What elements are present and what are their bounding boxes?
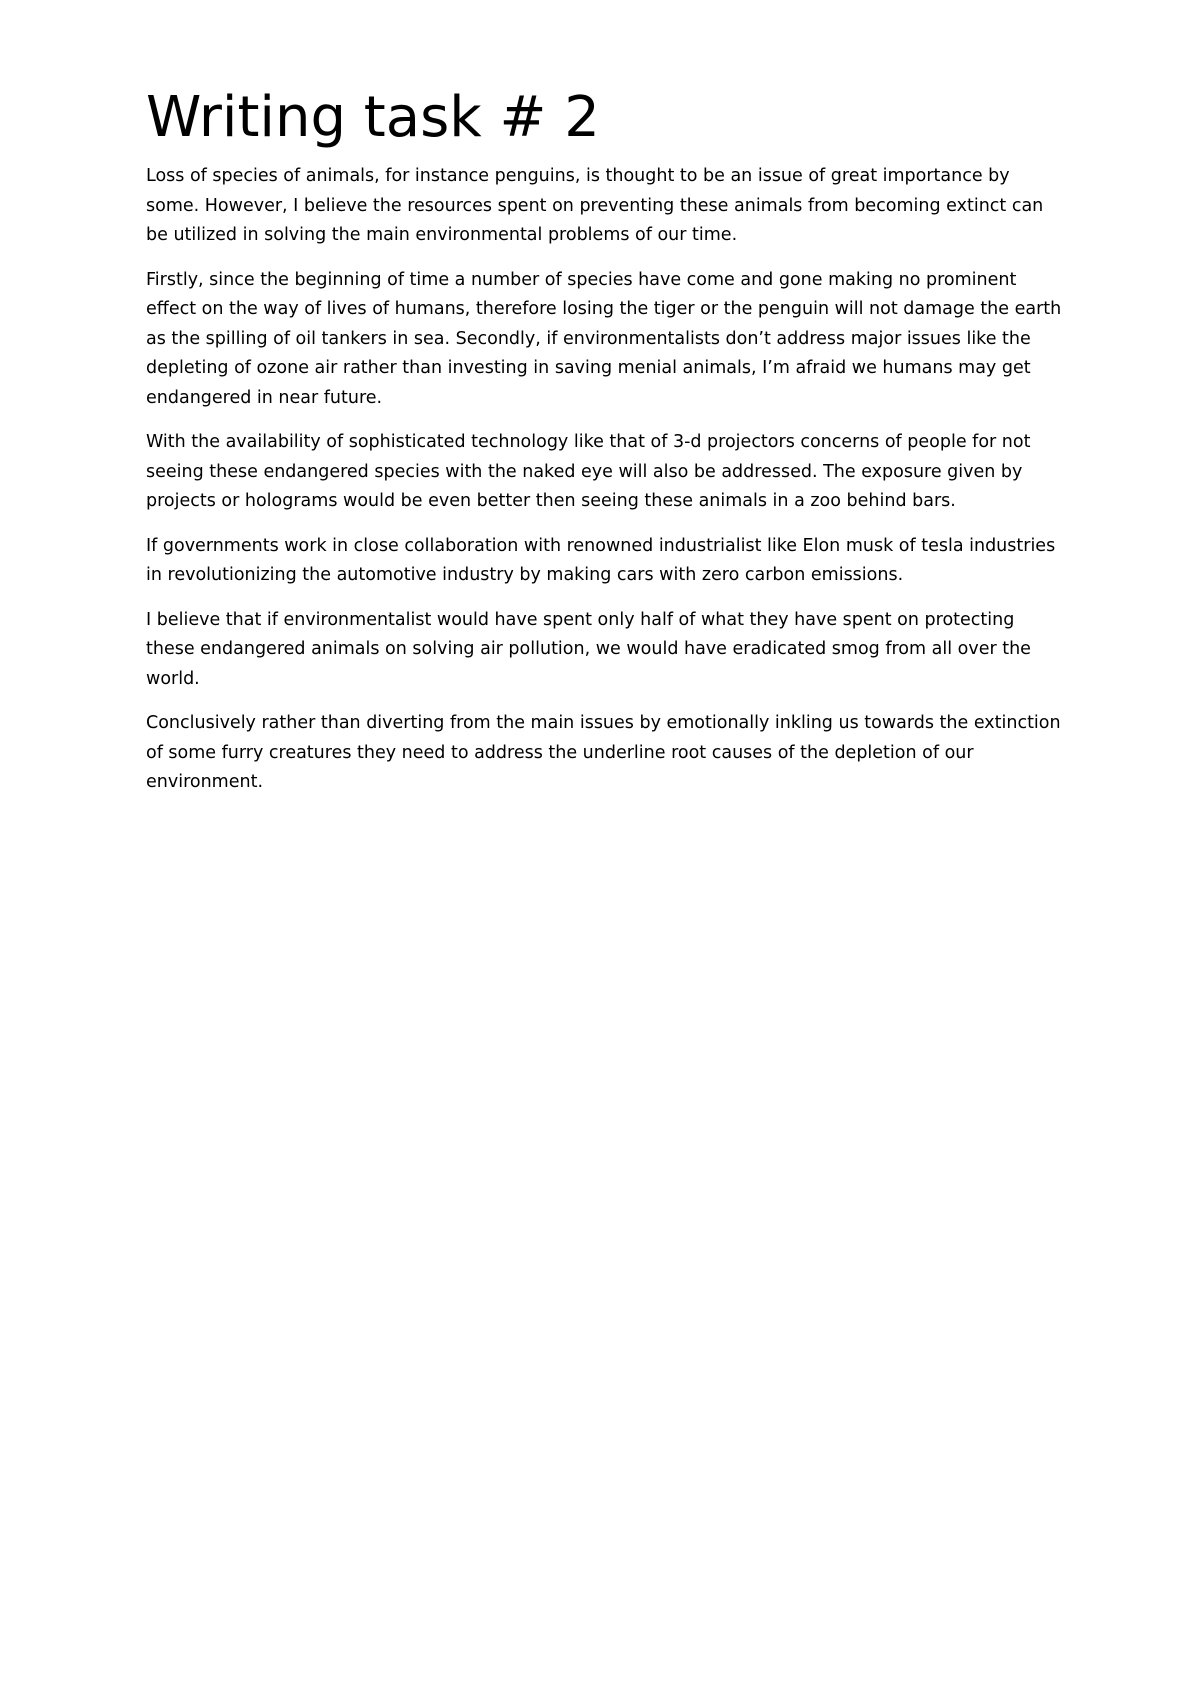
paragraph-2: Firstly, since the beginning of time a number of species have come and gone making no prominent effect on the way of lives of humans, therefore losing the tiger or the penguin will not damage the earth as the spilling of oil tankers in sea. Secondly, if environmentalists don’t address major issues like the depleting of ozone air rather than investing in saving menial animals, I’m afraid we humans may get endangered in near future.	[146, 269, 1062, 408]
paragraph-5: I believe that if environmentalist would have spent only half of what they have spent on protecting these endangered animals on solving air pollution, we would have eradicated smog from all over the world.	[146, 609, 1031, 689]
paragraph-6: Conclusively rather than diverting from the main issues by emotionally inkling us towards the extinction of some furry creatures they need to address the underline root causes of the depletion of our environment.	[146, 713, 1061, 792]
document-body	[146, 82, 1066, 813]
paragraph-4: If governments work in close collaboration with renowned industrialist like Elon musk of tesla industries in revolutionizing the automotive industry by making cars with zero carbon emissions.	[146, 535, 1056, 585]
paragraph-3: With the availability of sophisticated technology like that of 3-d projectors concerns of people for not seeing these endangered species with the naked eye will also be addressed. The exposure given by projects or holograms would be even better then seeing these animals in a zoo behind bars.	[146, 432, 1031, 511]
paragraph-1: Loss of species of animals, for instance penguins, is thought to be an issue of great importance by some. However, I believe the resources spent on preventing these animals from becoming extinct can be utilized in solving the main environmental problems of our time.	[146, 166, 1044, 245]
document-title: Writing task # 2	[146, 85, 600, 150]
